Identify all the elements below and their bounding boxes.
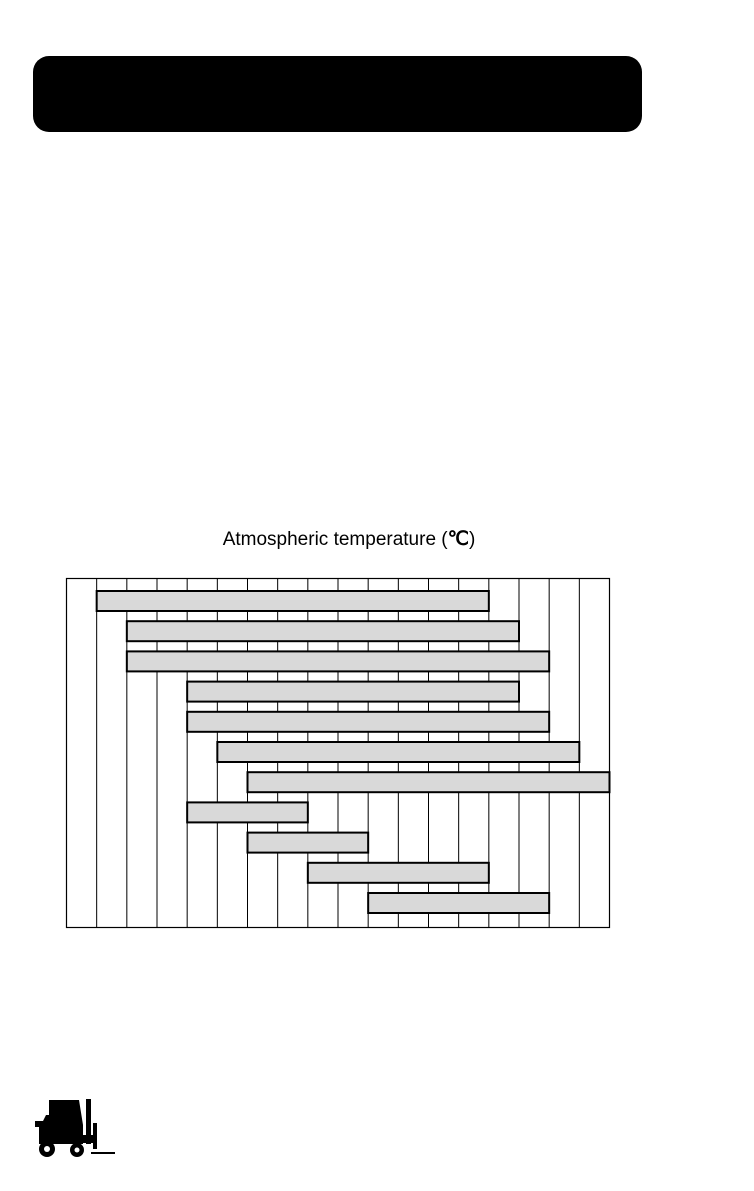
- chart-grid: [97, 579, 580, 928]
- chart-title-close: ): [468, 529, 476, 550]
- chart-title: [0, 528, 698, 552]
- range-bar: [368, 893, 549, 913]
- range-bar: [127, 651, 549, 671]
- range-bar: [187, 712, 549, 732]
- range-bar: [248, 833, 369, 853]
- range-bar: [217, 742, 579, 762]
- chart-frame: [67, 579, 610, 928]
- range-bar: [187, 802, 308, 822]
- range-bar: [248, 772, 610, 792]
- forklift-icon: [33, 1097, 115, 1159]
- range-bar: [127, 621, 519, 641]
- chart-title-unit: ℃: [447, 529, 469, 550]
- section-header-bar: [33, 56, 642, 132]
- chart-title-text: Atmospheric temperature (: [222, 529, 448, 550]
- range-bar: [97, 591, 489, 611]
- range-bar: [187, 682, 519, 702]
- chart-bars: [97, 591, 610, 913]
- range-bar: [308, 863, 489, 883]
